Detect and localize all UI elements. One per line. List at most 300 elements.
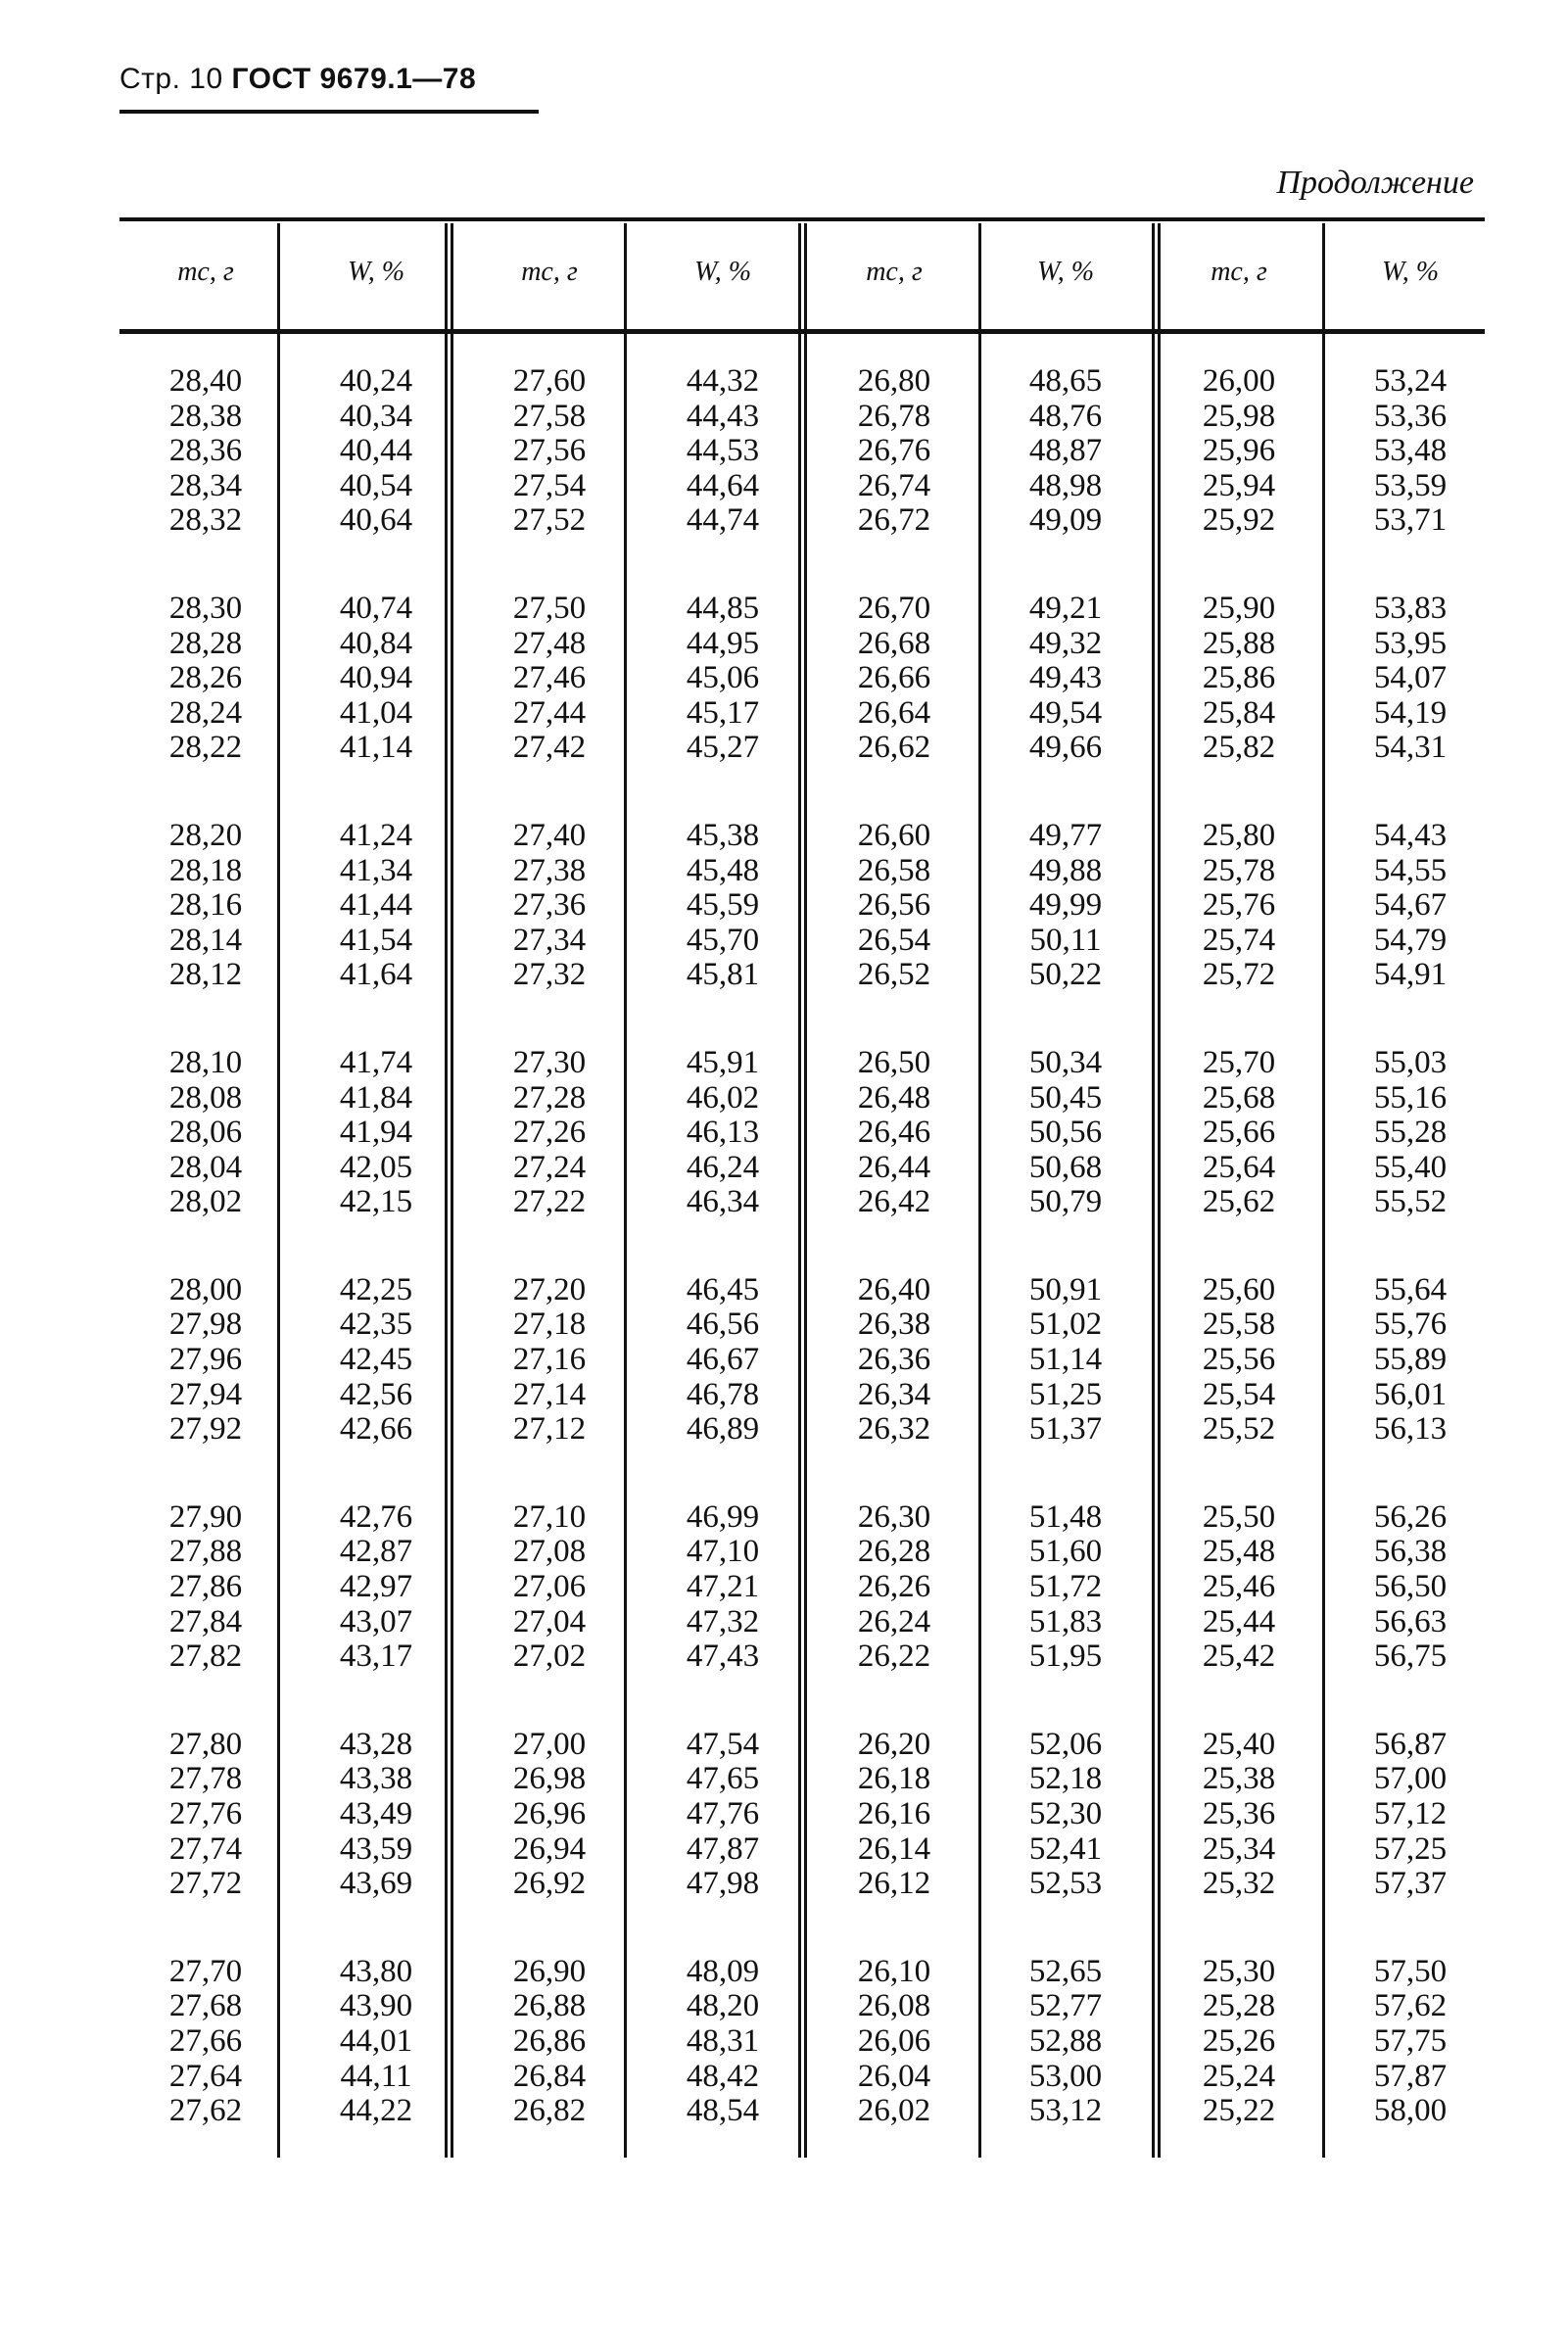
mass-value: 27,08 [512,1534,587,1570]
row-block [290,1273,462,1448]
mass-value: 25,22 [1202,2093,1276,2129]
mass-value: 26,98 [512,1761,587,1797]
moisture-value: 44,85 [686,590,760,626]
moisture-value: 49,66 [1028,730,1103,766]
moisture-value: 42,45 [339,1342,413,1378]
mass-value: 26,28 [857,1534,931,1570]
mass-value: 27,06 [512,1569,587,1605]
mass-value: 28,14 [168,922,243,958]
moisture-value: 48,98 [1028,467,1103,503]
moisture-value: 49,32 [1028,625,1103,661]
mass-value: 25,90 [1202,590,1276,626]
moisture-value: 53,71 [1373,502,1448,539]
moisture-value: 44,43 [686,398,760,434]
moisture-value: 47,54 [686,1726,760,1762]
row-block [463,1728,636,1902]
row-block [1153,1500,1325,1675]
moisture-value: 54,31 [1373,730,1448,766]
moisture-value: 54,43 [1373,817,1448,853]
row-block [463,592,636,766]
mass-value: 25,64 [1202,1149,1276,1185]
moisture-value: 41,94 [339,1115,413,1151]
column-header-mass [808,257,980,288]
row-block [290,592,462,766]
mass-value: 26,44 [857,1149,931,1185]
moisture-value: 55,28 [1373,1115,1448,1151]
moisture-value: 42,97 [339,1569,413,1605]
mass-value: 25,78 [1202,852,1276,888]
moisture-value: 46,99 [686,1498,760,1535]
standard-designation: ГОСТ 9679.1—78 [231,63,477,95]
mass-value: 28,30 [168,590,243,626]
row-block [119,1728,292,1902]
mass-value: 27,10 [512,1498,587,1535]
moisture-value: 46,34 [686,1184,760,1220]
mass-value: 26,60 [857,817,931,853]
moisture-value: 53,95 [1373,625,1448,661]
moisture-value: 48,42 [686,2058,760,2094]
mass-value: 26,20 [857,1726,931,1762]
mass-value: 27,54 [512,467,587,503]
moisture-value: 49,54 [1028,694,1103,731]
moisture-value: 56,87 [1373,1726,1448,1762]
moisture-value: 53,12 [1028,2093,1103,2129]
column-header-label: W, % [1036,257,1095,287]
moisture-value: 43,28 [339,1726,413,1762]
moisture-value: 46,78 [686,1376,760,1412]
mass-value: 25,72 [1202,957,1276,993]
moisture-value: 54,55 [1373,852,1448,888]
moisture-value: 56,01 [1373,1376,1448,1412]
mass-value: 27,02 [512,1639,587,1675]
mass-value: 25,42 [1202,1639,1276,1675]
moisture-value: 52,88 [1028,2022,1103,2059]
mass-value: 25,80 [1202,817,1276,853]
moisture-value: 51,72 [1028,1569,1103,1605]
mass-value: 25,44 [1202,1603,1276,1639]
mass-value: 26,32 [857,1411,931,1448]
row-block [979,1273,1152,1448]
mass-value: 27,26 [512,1115,587,1151]
mass-value: 27,40 [512,817,587,853]
mass-value: 27,88 [168,1534,243,1570]
mass-value: 27,30 [512,1044,587,1080]
row-block [637,1046,809,1220]
mass-value: 27,92 [168,1411,243,1448]
moisture-value: 49,77 [1028,817,1103,853]
row-block [1153,1273,1325,1448]
row-block [1324,1273,1497,1448]
mass-value: 28,00 [168,1271,243,1307]
mass-value: 26,92 [512,1866,587,1902]
moisture-value: 54,19 [1373,694,1448,731]
row-block [808,364,980,539]
mass-value: 28,38 [168,398,243,434]
row-block [808,819,980,993]
mass-value: 25,24 [1202,2058,1276,2094]
mass-value: 27,00 [512,1726,587,1762]
mass-value: 27,80 [168,1726,243,1762]
moisture-value: 48,20 [686,1988,760,2024]
mass-value: 27,56 [512,433,587,469]
moisture-value: 53,00 [1028,2058,1103,2094]
mass-value: 26,48 [857,1079,931,1116]
moisture-value: 50,34 [1028,1044,1103,1080]
row-block [1153,1046,1325,1220]
mass-value: 25,26 [1202,2022,1276,2059]
moisture-value: 57,25 [1373,1830,1448,1867]
mass-value: 26,06 [857,2022,931,2059]
moisture-value: 56,38 [1373,1534,1448,1570]
moisture-value: 40,34 [339,398,413,434]
moisture-value: 40,64 [339,502,413,539]
moisture-value: 47,43 [686,1639,760,1675]
mass-value: 25,52 [1202,1411,1276,1448]
moisture-value: 40,24 [339,363,413,399]
moisture-value: 48,09 [686,1953,760,1989]
moisture-value: 45,06 [686,660,760,696]
moisture-value: 44,64 [686,467,760,503]
row-block [119,1046,292,1220]
column-header-label: mс, г [177,257,234,287]
mass-value: 28,22 [168,730,243,766]
moisture-value: 44,53 [686,433,760,469]
mass-value: 26,12 [857,1866,931,1902]
moisture-value: 43,59 [339,1830,413,1867]
mass-value: 25,28 [1202,1988,1276,2024]
moisture-value: 52,41 [1028,1830,1103,1867]
moisture-value: 45,70 [686,922,760,958]
moisture-value: 45,81 [686,957,760,993]
moisture-value: 48,54 [686,2093,760,2129]
moisture-value: 46,89 [686,1411,760,1448]
mass-value: 27,72 [168,1866,243,1902]
moisture-value: 44,01 [339,2022,413,2059]
mass-column [119,364,292,2129]
moisture-value: 42,76 [339,1498,413,1535]
mass-value: 26,94 [512,1830,587,1867]
moisture-value: 56,13 [1373,1411,1448,1448]
moisture-value: 45,17 [686,694,760,731]
moisture-value: 53,24 [1373,363,1448,399]
moisture-value: 42,05 [339,1149,413,1185]
row-block [637,1500,809,1675]
moisture-value: 47,10 [686,1534,760,1570]
mass-value: 27,66 [168,2022,243,2059]
mass-value: 26,38 [857,1307,931,1343]
mass-value: 25,94 [1202,467,1276,503]
moisture-value: 55,76 [1373,1307,1448,1343]
row-block [290,1500,462,1675]
moisture-value: 49,09 [1028,502,1103,539]
moisture-value: 50,56 [1028,1115,1103,1151]
row-block [463,364,636,539]
column-header-label: W, % [347,257,405,287]
mass-value: 26,68 [857,625,931,661]
row-block [463,1955,636,2129]
moisture-value: 45,91 [686,1044,760,1080]
moisture-value: 45,59 [686,887,760,924]
mass-value: 28,08 [168,1079,243,1116]
moisture-value: 54,79 [1373,922,1448,958]
row-block [290,1955,462,2129]
mass-value: 28,36 [168,433,243,469]
mass-value: 25,66 [1202,1115,1276,1151]
moisture-value: 57,00 [1373,1761,1448,1797]
mass-value: 28,18 [168,852,243,888]
moisture-value: 57,50 [1373,1953,1448,1989]
mass-value: 28,40 [168,363,243,399]
mass-value: 26,76 [857,433,931,469]
row-block [1153,1728,1325,1902]
row-block [463,1273,636,1448]
row-block [1324,1046,1497,1220]
moisture-column [637,364,809,2129]
row-block [979,592,1152,766]
moisture-value: 42,87 [339,1534,413,1570]
row-block [979,1728,1152,1902]
moisture-value: 54,07 [1373,660,1448,696]
moisture-value: 58,00 [1373,2093,1448,2129]
mass-value: 26,10 [857,1953,931,1989]
mass-value: 26,74 [857,467,931,503]
mass-value: 25,40 [1202,1726,1276,1762]
mass-value: 26,30 [857,1498,931,1535]
moisture-value: 49,99 [1028,887,1103,924]
mass-value: 27,18 [512,1307,587,1343]
mass-value: 28,04 [168,1149,243,1185]
row-block [1324,819,1497,993]
moisture-value: 57,75 [1373,2022,1448,2059]
row-block [290,1046,462,1220]
mass-value: 27,76 [168,1796,243,1831]
mass-column [463,364,636,2129]
mass-value: 25,56 [1202,1342,1276,1378]
mass-value: 27,46 [512,660,587,696]
moisture-value: 51,02 [1028,1307,1103,1343]
mass-value: 25,98 [1202,398,1276,434]
moisture-value: 45,27 [686,730,760,766]
moisture-value: 57,12 [1373,1796,1448,1831]
mass-value: 26,80 [857,363,931,399]
moisture-value: 40,84 [339,625,413,661]
moisture-value: 50,22 [1028,957,1103,993]
moisture-value: 54,91 [1373,957,1448,993]
moisture-value: 49,88 [1028,852,1103,888]
row-block [808,592,980,766]
moisture-value: 43,17 [339,1639,413,1675]
moisture-value: 46,13 [686,1115,760,1151]
mass-value: 25,86 [1202,660,1276,696]
row-block [1324,364,1497,539]
moisture-value: 45,48 [686,852,760,888]
mass-value: 26,08 [857,1988,931,2024]
mass-value: 26,02 [857,2093,931,2129]
mass-value: 27,04 [512,1603,587,1639]
mass-value: 27,14 [512,1376,587,1412]
mass-column [808,364,980,2129]
header-underline [119,110,539,114]
mass-value: 28,16 [168,887,243,924]
row-block [463,1500,636,1675]
row-block [808,1955,980,2129]
mass-value: 27,90 [168,1498,243,1535]
row-block [808,1273,980,1448]
row-block [808,1728,980,1902]
moisture-value: 47,32 [686,1603,760,1639]
row-block [637,819,809,993]
moisture-value: 54,67 [1373,887,1448,924]
mass-value: 26,88 [512,1988,587,2024]
moisture-value: 47,98 [686,1866,760,1902]
mass-value: 26,84 [512,2058,587,2094]
moisture-value: 55,52 [1373,1184,1448,1220]
moisture-value: 57,62 [1373,1988,1448,2024]
column-header-label: mс, г [521,257,578,287]
mass-value: 25,82 [1202,730,1276,766]
mass-value: 28,10 [168,1044,243,1080]
mass-value: 27,96 [168,1342,243,1378]
moisture-value: 42,66 [339,1411,413,1448]
continuation-label: Продолжение [1276,165,1474,201]
mass-value: 27,48 [512,625,587,661]
moisture-value: 42,35 [339,1307,413,1343]
row-block [463,1046,636,1220]
mass-value: 27,84 [168,1603,243,1639]
mass-value: 26,22 [857,1639,931,1675]
mass-value: 27,78 [168,1761,243,1797]
mass-value: 27,82 [168,1639,243,1675]
mass-value: 25,70 [1202,1044,1276,1080]
mass-value: 26,82 [512,2093,587,2129]
moisture-value: 55,16 [1373,1079,1448,1116]
mass-value: 25,96 [1202,433,1276,469]
moisture-value: 53,59 [1373,467,1448,503]
moisture-value: 43,07 [339,1603,413,1639]
mass-value: 26,40 [857,1271,931,1307]
moisture-value: 44,74 [686,502,760,539]
mass-column [1153,364,1325,2129]
moisture-value: 50,11 [1029,922,1102,958]
moisture-value: 44,22 [339,2093,413,2129]
mass-value: 26,72 [857,502,931,539]
moisture-value: 51,14 [1028,1342,1103,1378]
row-block [1153,1955,1325,2129]
moisture-value: 52,53 [1028,1866,1103,1902]
moisture-value: 55,64 [1373,1271,1448,1307]
column-header-label: mс, г [866,257,923,287]
moisture-value: 41,84 [339,1079,413,1116]
mass-value: 27,24 [512,1149,587,1185]
moisture-value: 55,40 [1373,1149,1448,1185]
moisture-value: 57,37 [1373,1866,1448,1902]
mass-value: 26,90 [512,1953,587,1989]
mass-value: 27,68 [168,1988,243,2024]
mass-value: 26,46 [857,1115,931,1151]
mass-value: 26,78 [857,398,931,434]
mass-value: 26,58 [857,852,931,888]
moisture-value: 51,37 [1028,1411,1103,1448]
mass-value: 26,16 [857,1796,931,1831]
moisture-value: 51,48 [1028,1498,1103,1535]
moisture-value: 52,30 [1028,1796,1103,1831]
moisture-value: 56,75 [1373,1639,1448,1675]
mass-value: 25,36 [1202,1796,1276,1831]
column-header-moisture [1324,257,1497,288]
row-block [290,1728,462,1902]
moisture-value: 52,77 [1028,1988,1103,2024]
moisture-value: 50,68 [1028,1149,1103,1185]
mass-value: 27,42 [512,730,587,766]
mass-value: 27,58 [512,398,587,434]
moisture-value: 46,02 [686,1079,760,1116]
moisture-value: 57,87 [1373,2058,1448,2094]
mass-value: 27,16 [512,1342,587,1378]
moisture-value: 49,43 [1028,660,1103,696]
row-block [808,1046,980,1220]
mass-value: 27,86 [168,1569,243,1605]
moisture-value: 41,14 [339,730,413,766]
moisture-value: 41,54 [339,922,413,958]
moisture-value: 43,69 [339,1866,413,1902]
moisture-value: 41,74 [339,1044,413,1080]
mass-value: 26,24 [857,1603,931,1639]
mass-value: 25,74 [1202,922,1276,958]
row-block [979,364,1152,539]
moisture-value: 47,76 [686,1796,760,1831]
moisture-value: 50,79 [1028,1184,1103,1220]
mass-value: 25,62 [1202,1184,1276,1220]
moisture-value: 41,64 [339,957,413,993]
mass-value: 28,20 [168,817,243,853]
moisture-value: 44,32 [686,363,760,399]
mass-value: 27,52 [512,502,587,539]
row-block [637,364,809,539]
moisture-value: 46,45 [686,1271,760,1307]
mass-value: 26,42 [857,1184,931,1220]
row-block [1153,364,1325,539]
mass-value: 25,92 [1202,502,1276,539]
page-header [119,63,476,96]
mass-value: 25,32 [1202,1866,1276,1902]
mass-value: 25,88 [1202,625,1276,661]
moisture-value: 48,76 [1028,398,1103,434]
mass-value: 26,66 [857,660,931,696]
mass-value: 25,84 [1202,694,1276,731]
column-header-mass [119,257,292,288]
moisture-value: 47,21 [686,1569,760,1605]
mass-value: 26,14 [857,1830,931,1867]
column-header-moisture [637,257,809,288]
mass-value: 25,76 [1202,887,1276,924]
mass-value: 27,50 [512,590,587,626]
row-block [119,1500,292,1675]
mass-value: 27,44 [512,694,587,731]
mass-value: 27,38 [512,852,587,888]
mass-value: 25,54 [1202,1376,1276,1412]
moisture-value: 50,45 [1028,1079,1103,1116]
column-header-mass [1153,257,1325,288]
moisture-value: 42,56 [339,1376,413,1412]
moisture-value: 52,06 [1028,1726,1103,1762]
mass-value: 27,12 [512,1411,587,1448]
mass-value: 26,70 [857,590,931,626]
column-header-label: W, % [1381,257,1440,287]
moisture-value: 40,44 [339,433,413,469]
mass-value: 25,30 [1202,1953,1276,1989]
mass-value: 27,34 [512,922,587,958]
row-block [1153,592,1325,766]
